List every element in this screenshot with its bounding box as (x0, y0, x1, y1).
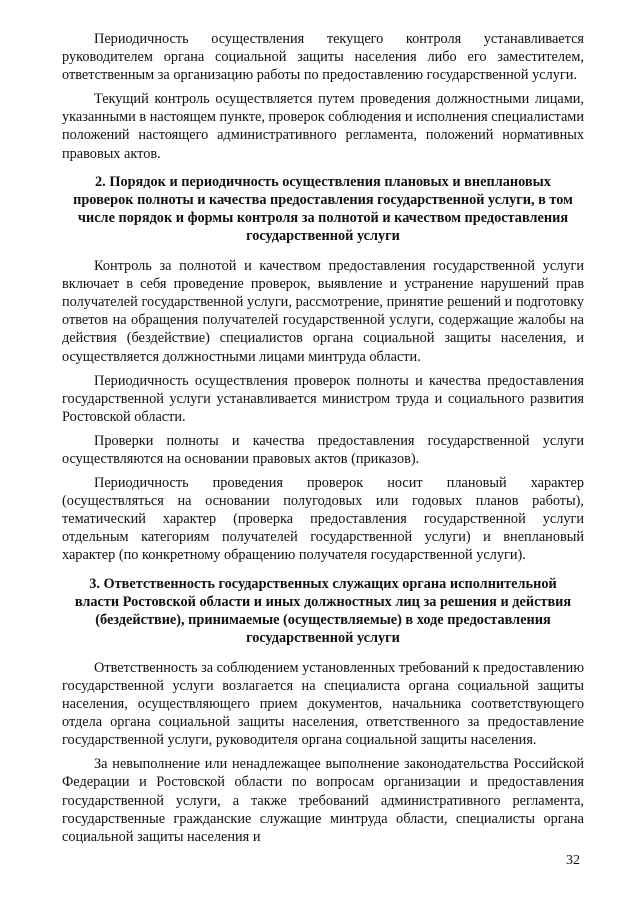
section-2-paragraph: Проверки полноты и качества предоставления государственной услуги осуществляются на основании правовых актов (приказов). (62, 432, 584, 467)
document-page (62, 30, 584, 852)
section-2-heading: 2. Порядок и периодичность осуществления плановых и внеплановых проверок полноты и качества предоставления государственной услуги, в том числе порядок и формы контроля за полнотой и качеством предоставления государственной услуги (73, 173, 573, 244)
section-3-paragraph: Ответственность за соблюдением установленных требований к предоставлению государственной услуги возлагается на специалиста органа социальной защиты населения, осуществляющего прием документов, начальника соответствующего отдела органа социальной защиты населения, ответственного за предоставление государственной услуги, руководителя органа социальной защиты населения. (62, 659, 584, 749)
page-number: 32 (566, 853, 580, 868)
section-2-paragraph: Периодичность осуществления проверок полноты и качества предоставления государственной услуги устанавливается министром труда и социального развития Ростовской области. (62, 372, 584, 425)
section-2-paragraph: Контроль за полнотой и качеством предоставления государственной услуги включает в себя проведение проверок, выявление и устранение нарушений прав получателей государственной услуги, рассмотрение, принятие решений и подготовку ответов на обращения получателей государственной услуги, содержащие жалобы на действия (бездействие) специалистов органа социальной защиты населения, и осуществляется должностными лицами минтруда области. (62, 258, 584, 365)
section-2-paragraph: Периодичность проведения проверок носит плановый характер (осуществляться на основании полугодовых или годовых планов работы), тематический характер (проверка предоставления государственной услуги отдельным категориям получателей государственной услуги) и внеплановый характер (по конкретному обращению получателя государственной услуги). (62, 475, 584, 564)
section-3-paragraph: За невыполнение или ненадлежащее выполнение законодательства Российской Федерации и Ростовской области по вопросам организации и предоставления государственной услуги, а также требований административного регламента, государственные гражданские служащие минтруда области, специалисты органа социальной защиты населения и (62, 756, 584, 845)
section-3-heading: 3. Ответственность государственных служащих органа исполнительной власти Ростовской области и иных должностных лиц за решения и действия (бездействие), принимаемые (осуществляемые) в ходе предоставления государственной услуги (74, 575, 572, 646)
paragraph-current-control-method: Текущий контроль осуществляется путем проведения должностными лицами, указанными в настоящем пункте, проверок соблюдения и исполнения специалистами положений настоящего административного регламента, положений нормативных правовых актов. (62, 91, 584, 162)
paragraph-periodicity-current-control: Периодичность осуществления текущего контроля устанавливается руководителем органа социальной защиты населения либо его заместителем, ответственным за организацию работы по предоставлению государственной услуги. (62, 31, 584, 84)
